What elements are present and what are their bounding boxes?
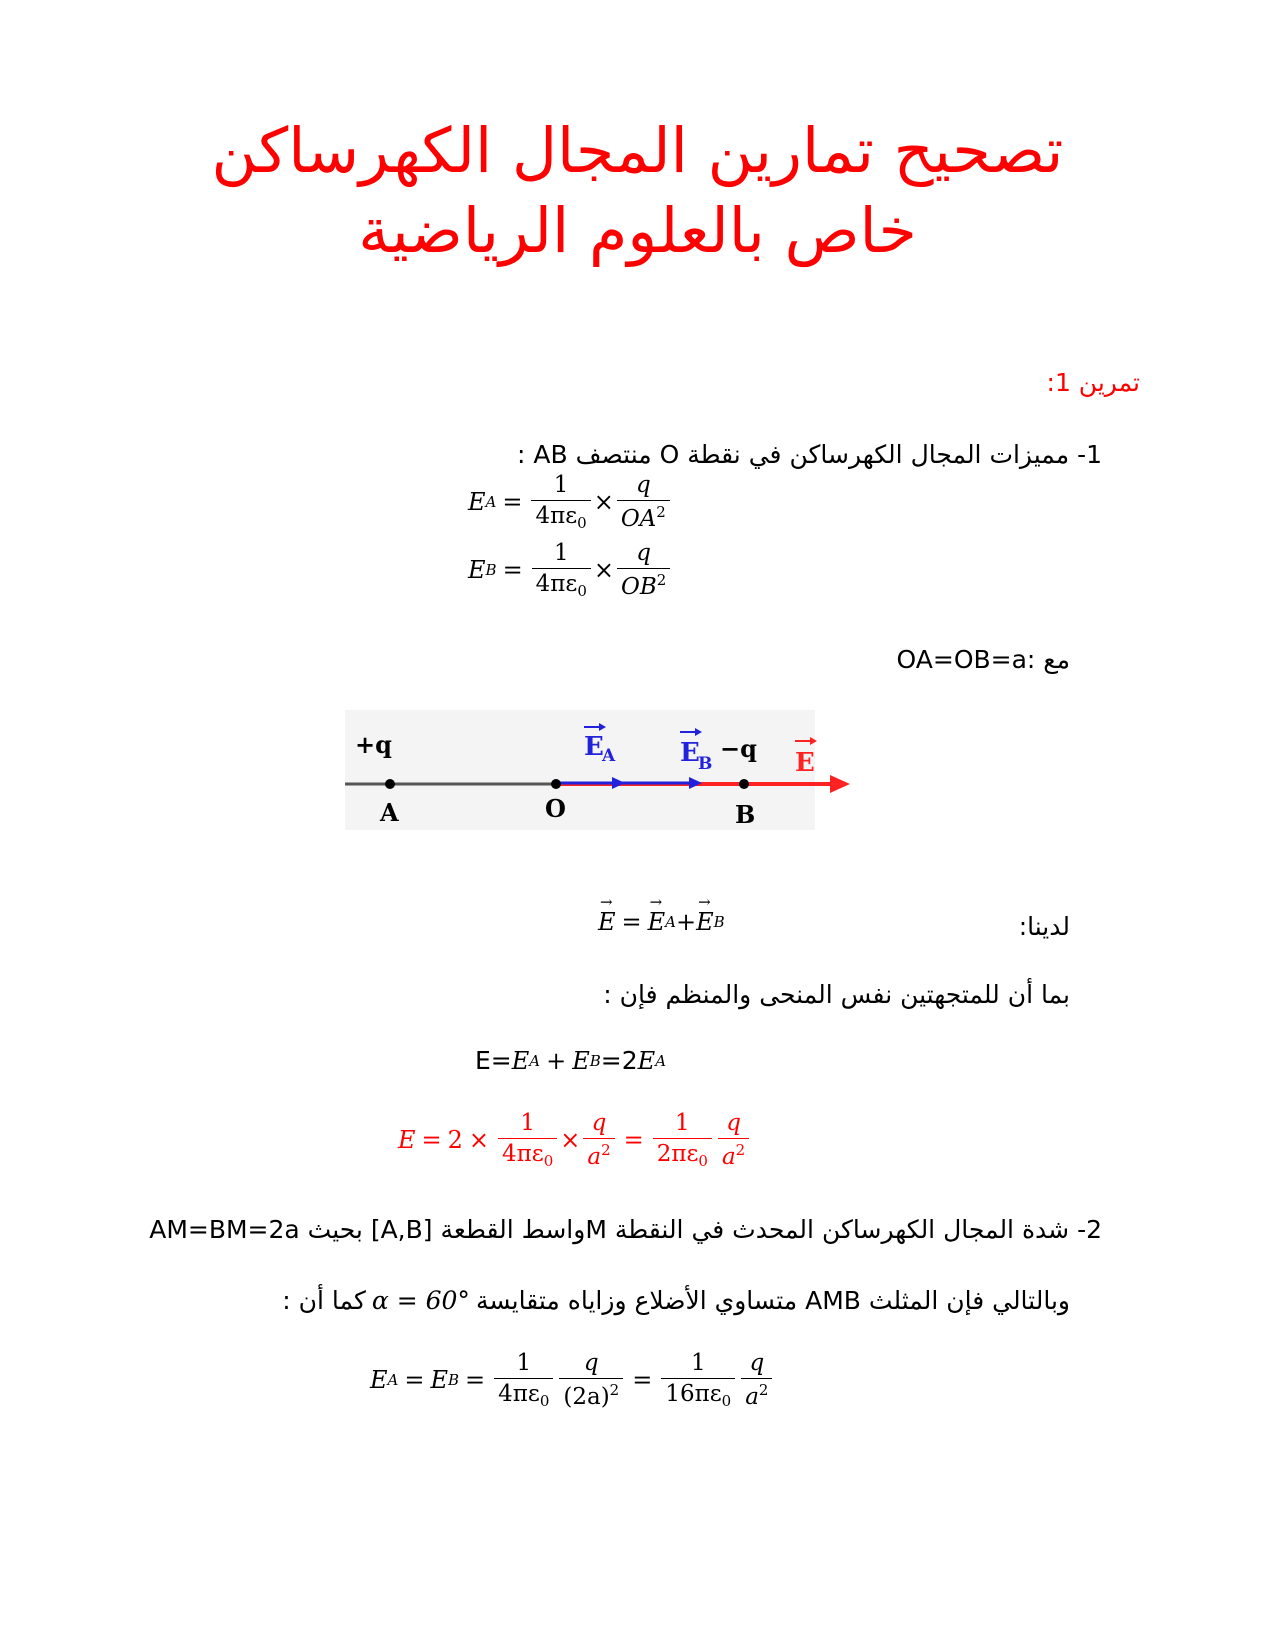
svg-text:B: B	[698, 754, 713, 774]
svg-text:E: E	[584, 732, 604, 762]
question-2-text: 2- شدة المجال الكهرساكن المحدث في النقطة Mواسط القطعة [A,B] بحيث AM=BM=2a	[149, 1215, 1102, 1244]
with-condition: مع :OA=OB=a	[896, 645, 1070, 674]
point-O-dot	[551, 779, 561, 789]
since-text: بما أن للمتجهتين نفس المنحى والمنظم فإن :	[603, 980, 1070, 1009]
vector-sum-formula: → E = → E A + → E B	[598, 908, 725, 936]
result-formula-E: E = 2 × $\frac{1}{4\pi\varepsilon_0}$ × $\frac{q}{a^2}$ = $\frac{1}{2\pi\varepsilon_0}$ $\frac{q}{a^2}$	[398, 1110, 752, 1170]
page-title: تصحيح تمارين المجال الكهرساكن	[211, 114, 1064, 187]
point-A-label: A	[380, 798, 399, 827]
resultant-arrowhead	[830, 775, 850, 793]
svg-text:A: A	[602, 746, 616, 766]
exercise-1-heading: تمرين 1:	[1046, 368, 1140, 397]
formula-EB: E B = $\frac{1}{4\pi\varepsilon_0}$ × $\frac{q}{OB^2}$	[468, 540, 673, 600]
alpha-equation: α = 60°	[371, 1286, 470, 1315]
formula-EA-EB-at-M: E A = E B = $\frac{1}{4\pi\varepsilon_0}$ $\frac{q}{(2a)^2}$ = $\frac{1}{16\pi\varepsilon_0}$ $\frac{q}{a^2}$	[370, 1350, 775, 1410]
point-B-label: B	[735, 800, 756, 829]
therefore-line	[282, 1286, 1070, 1315]
magnitude-sum-formula: E= E A + E B =2 E A	[475, 1046, 667, 1075]
point-O-label: O	[545, 794, 566, 823]
field-diagram	[340, 705, 860, 835]
therefore-text: وبالتالي فإن المثلث AMB متساوي الأضلاع وزاياه متقايسة	[475, 1286, 1070, 1315]
page-subtitle: خاص بالعلوم الرياضية	[358, 194, 917, 267]
question-1-text: 1- مميزات المجال الكهرساكن في نقطة O منتصف AB :	[517, 440, 1102, 469]
svg-text:E: E	[680, 738, 700, 768]
formula-EA: E A = $\frac{1}{4\pi\varepsilon_0}$ × $\frac{q}{OA^2}$	[468, 472, 673, 532]
svg-text:E: E	[795, 748, 815, 778]
we-have-label: لدينا:	[1018, 912, 1070, 941]
charge-negative-label: −q	[720, 734, 757, 763]
point-A-dot	[385, 779, 395, 789]
as-text: كما أن :	[282, 1286, 366, 1315]
charge-positive-label: +q	[355, 730, 392, 759]
point-B-dot	[739, 779, 749, 789]
